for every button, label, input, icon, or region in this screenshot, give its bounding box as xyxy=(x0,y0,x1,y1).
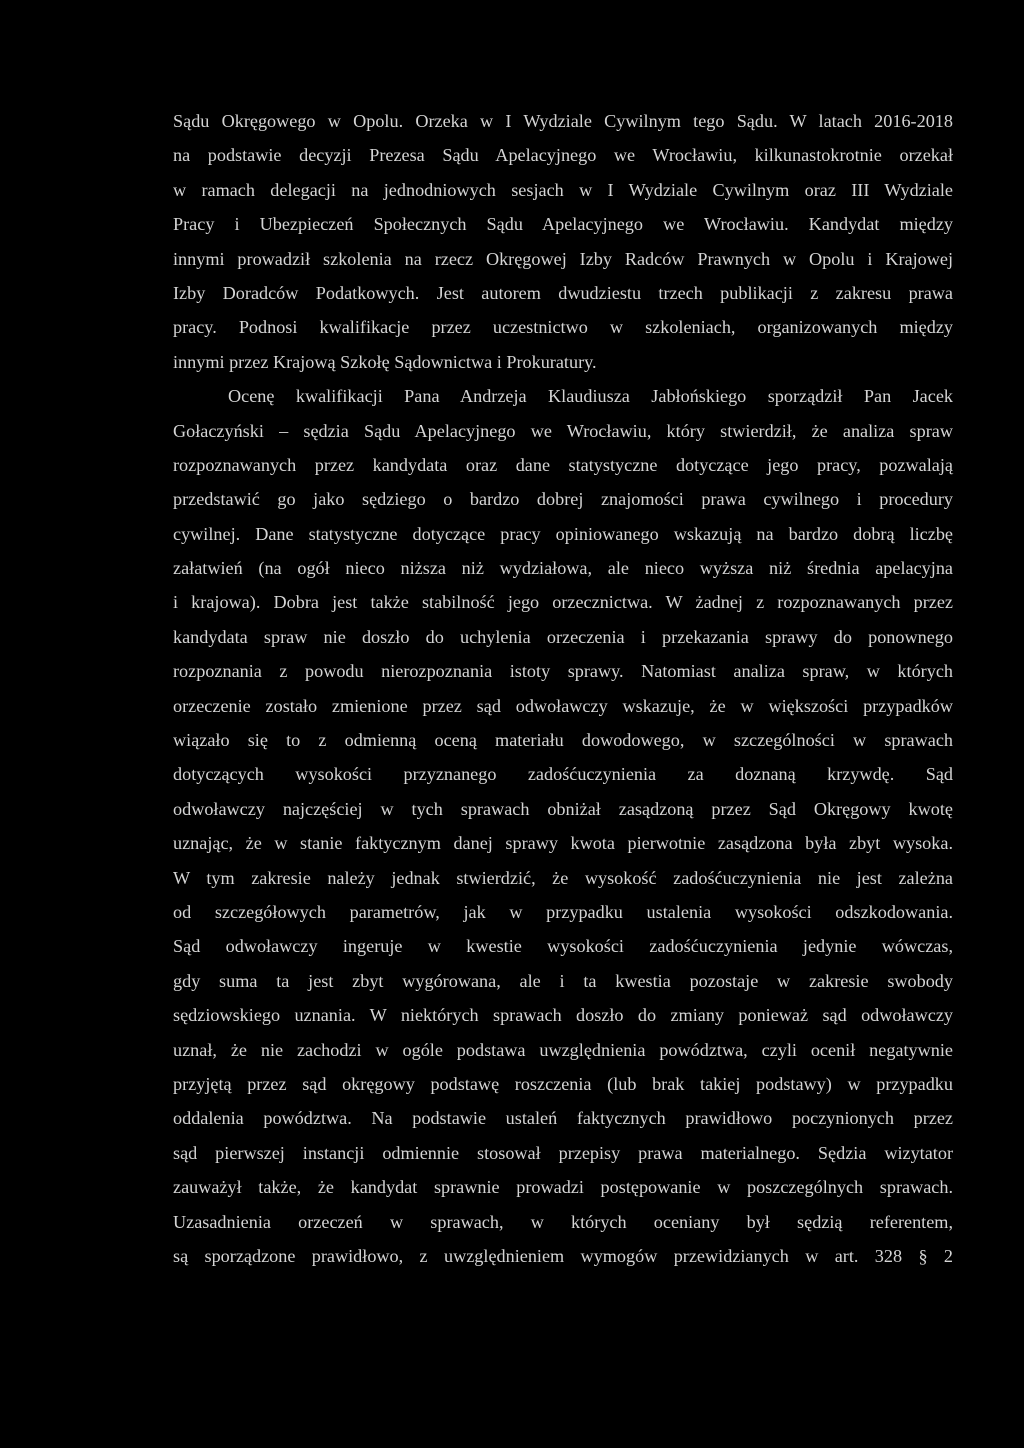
text-line: gdy suma ta jest zbyt wygórowana, ale i ta kwestia pozostaje w zakresie swobody xyxy=(173,970,953,991)
text-line: i krajowa). Dobra jest także stabilność jego orzecznictwa. W żadnej z rozpoznawanych przez xyxy=(173,592,953,613)
text-line: sąd pierwszej instancji odmiennie stosował przepisy prawa materialnego. Sędzia wizytator xyxy=(173,1142,953,1163)
text-line: załatwień (na ogół nieco niższa niż wydziałowa, ale nieco wyższa niż średnia apelacyjna xyxy=(173,558,953,579)
text-line: Gołaczyński – sędzia Sądu Apelacyjnego we Wrocławiu, który stwierdził, że analiza spraw xyxy=(173,420,953,441)
text-line: rozpoznawanych przez kandydata oraz dane statystyczne dotyczące jego pracy, pozwalają xyxy=(173,454,953,475)
text-line: zauważył także, że kandydat sprawnie prowadzi postępowanie w poszczególnych sprawach. xyxy=(173,1177,953,1198)
text-line: dotyczących wysokości przyznanego zadośćuczynienia za doznaną krzywdę. Sąd xyxy=(173,764,953,785)
text-line: W tym zakresie należy jednak stwierdzić, że wysokość zadośćuczynienia nie jest zależna xyxy=(173,867,953,888)
text-line: Pracy i Ubezpieczeń Społecznych Sądu Apelacyjnego we Wrocławiu. Kandydat między xyxy=(173,214,953,235)
text-line: uznając, że w stanie faktycznym danej sprawy kwota pierwotnie zasądzona była zbyt wysoka. xyxy=(173,833,953,854)
body-text xyxy=(173,104,953,1273)
text-line: pracy. Podnosi kwalifikacje przez uczestnictwo w szkoleniach, organizowanych między xyxy=(173,317,953,338)
text-line: wiązało się to z odmienną oceną materiału dowodowego, w szczególności w sprawach xyxy=(173,730,953,751)
text-line: w ramach delegacji na jednodniowych sesjach w I Wydziale Cywilnym oraz III Wydziale xyxy=(173,179,953,200)
text-line: innymi przez Krajową Szkołę Sądownictwa i Prokuratury. xyxy=(173,351,597,372)
text-line: Sądu Okręgowego w Opolu. Orzeka w I Wydziale Cywilnym tego Sądu. W latach 2016-2018 xyxy=(173,111,953,131)
text-line: są sporządzone prawidłowo, z uwzględnieniem wymogów przewidzianych w art. 328 § 2 xyxy=(173,1245,953,1266)
text-line: przyjętą przez sąd okręgowy podstawę roszczenia (lub brak takiej podstawy) w przypadku xyxy=(173,1073,953,1094)
text-line: odwoławczy najczęściej w tych sprawach obniżał zasądzoną przez Sąd Okręgowy kwotę xyxy=(173,798,953,819)
text-line: Sąd odwoławczy ingeruje w kwestie wysokości zadośćuczynienia jedynie wówczas, xyxy=(173,936,953,957)
text-line: oddalenia powództwa. Na podstawie ustaleń faktycznych prawidłowo poczynionych przez xyxy=(173,1108,953,1129)
text-line: rozpoznania z powodu nierozpoznania istoty sprawy. Natomiast analiza spraw, w których xyxy=(173,661,953,682)
text-line: sędziowskiego uznania. W niektórych sprawach doszło do zmiany ponieważ sąd odwoławczy xyxy=(173,1005,953,1026)
text-line: uznał, że nie zachodzi w ogóle podstawa uwzględnienia powództwa, czyli ocenił negatywnie xyxy=(173,1039,953,1060)
text-line: Izby Doradców Podatkowych. Jest autorem dwudziestu trzech publikacji z zakresu prawa xyxy=(173,282,953,303)
text-line: Ocenę kwalifikacji Pana Andrzeja Klaudiusza Jabłońskiego sporządził Pan Jacek xyxy=(228,386,953,407)
text-line: kandydata spraw nie doszło do uchylenia orzeczenia i przekazania sprawy do ponownego xyxy=(173,626,953,647)
text-line: orzeczenie zostało zmienione przez sąd odwoławczy wskazuje, że w większości przypadków xyxy=(173,695,953,716)
text-line: Uzasadnienia orzeczeń w sprawach, w których oceniany był sędzią referentem, xyxy=(173,1211,953,1232)
text-line: przedstawić go jako sędziego o bardzo dobrej znajomości prawa cywilnego i procedury xyxy=(173,489,953,510)
text-line: na podstawie decyzji Prezesa Sądu Apelacyjnego we Wrocławiu, kilkunastokrotnie orzekał xyxy=(173,145,953,166)
text-line: od szczegółowych parametrów, jak w przypadku ustalenia wysokości odszkodowania. xyxy=(173,901,953,922)
text-line: innymi prowadził szkolenia na rzecz Okręgowej Izby Radców Prawnych w Opolu i Krajowej xyxy=(173,248,953,269)
text-line: cywilnej. Dane statystyczne dotyczące pracy opiniowanego wskazują na bardzo dobrą liczbę xyxy=(173,523,953,544)
